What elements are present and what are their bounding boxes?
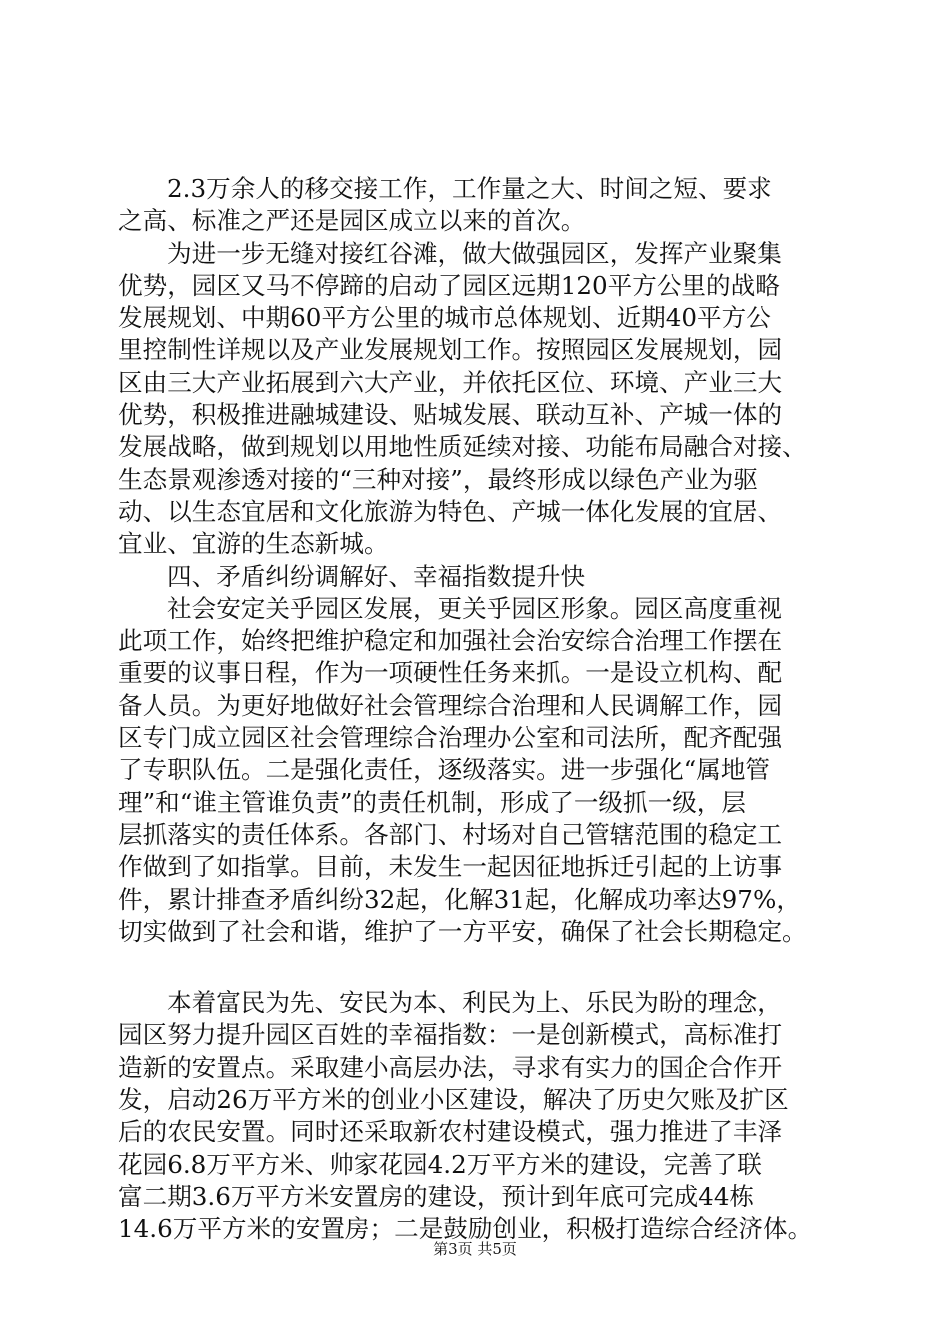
paragraph bbox=[118, 561, 834, 593]
text-line: 为进一步无缝对接红谷滩，做大做强园区，发挥产业聚集 bbox=[167, 238, 782, 268]
text-line: 区专门成立园区社会管理综合治理办公室和司法所，配齐配强 bbox=[118, 723, 783, 753]
text-line: 富二期3.6万平方米安置房的建设，预计到年底可完成44栋 bbox=[118, 1181, 755, 1211]
paragraph bbox=[118, 173, 834, 238]
paragraph bbox=[118, 593, 834, 948]
paragraph-gap bbox=[118, 948, 834, 987]
text-line: 动、以生态宜居和文化旅游为特色、产城一体化发展的宜居、 bbox=[118, 496, 783, 526]
text-line: 里控制性详规以及产业发展规划工作。按照园区发展规划，园 bbox=[118, 335, 783, 365]
text-line: 四、矛盾纠纷调解好、幸福指数提升快 bbox=[167, 561, 586, 591]
text-line: 件，累计排查矛盾纠纷32起，化解31起，化解成功率达97%， bbox=[118, 884, 801, 914]
text-line: 发展战略，做到规划以用地性质延续对接、功能布局融合对接、 bbox=[118, 432, 807, 462]
text-line: 层抓落实的责任体系。各部门、村场对自己管辖范围的稳定工 bbox=[118, 819, 783, 849]
page-footer: 第3页 共5页 bbox=[433, 1240, 517, 1258]
text-line: 此项工作，始终把维护稳定和加强社会治安综合治理工作摆在 bbox=[118, 626, 783, 656]
text-line: 造新的安置点。采取建小高层办法，寻求有实力的国企合作开 bbox=[118, 1052, 783, 1082]
text-line: 14.6万平方米的安置房；二是鼓励创业，积极打造综合经济体。 bbox=[118, 1214, 813, 1244]
body-text bbox=[118, 173, 834, 1246]
text-line: 了专职队伍。二是强化责任，逐级落实。进一步强化“属地管 bbox=[118, 755, 771, 785]
text-line: 切实做到了社会和谐，维护了一方平安，确保了社会长期稳定。 bbox=[118, 916, 807, 946]
text-line: 本着富民为先、安民为本、利民为上、乐民为盼的理念， bbox=[167, 988, 782, 1018]
text-line: 作做到了如指掌。目前，未发生一起因征地拆迁引起的上访事 bbox=[118, 852, 783, 882]
text-line: 2.3万余人的移交接工作，工作量之大、时间之短、要求 bbox=[167, 174, 772, 203]
text-line: 花园6.8万平方米、帅家花园4.2万平方米的建设，完善了联 bbox=[118, 1149, 762, 1179]
text-line: 之高、标准之严还是园区成立以来的首次。 bbox=[118, 206, 586, 236]
text-line: 区由三大产业拓展到六大产业，并依托区位、环境、产业三大 bbox=[118, 367, 783, 397]
paragraph bbox=[118, 238, 834, 561]
text-line: 优势，园区又马不停蹄的启动了园区远期120平方公里的战略 bbox=[118, 270, 780, 300]
text-line: 优势，积极推进融城建设、贴城发展、联动互补、产城一体的 bbox=[118, 400, 783, 430]
text-line: 重要的议事日程，作为一项硬性任务来抓。一是设立机构、配 bbox=[118, 658, 783, 688]
text-line: 理”和“谁主管谁负责”的责任机制，形成了一级抓一级，层 bbox=[118, 787, 746, 817]
text-line: 宜业、宜游的生态新城。 bbox=[118, 529, 389, 559]
text-line: 发，启动26万平方米的创业小区建设，解决了历史欠账及扩区 bbox=[118, 1085, 789, 1115]
text-line: 社会安定关乎园区发展，更关乎园区形象。园区高度重视 bbox=[167, 593, 782, 623]
text-line: 园区努力提升园区百姓的幸福指数：一是创新模式，高标准打 bbox=[118, 1020, 783, 1050]
text-line: 生态景观渗透对接的“三种对接”，最终形成以绿色产业为驱 bbox=[118, 464, 758, 494]
paragraph bbox=[118, 987, 834, 1245]
text-line: 后的农民安置。同时还采取新农村建设模式，强力推进了丰泽 bbox=[118, 1117, 783, 1147]
text-line: 发展规划、中期60平方公里的城市总体规划、近期40平方公 bbox=[118, 303, 771, 333]
text-line: 备人员。为更好地做好社会管理综合治理和人民调解工作，园 bbox=[118, 690, 783, 720]
